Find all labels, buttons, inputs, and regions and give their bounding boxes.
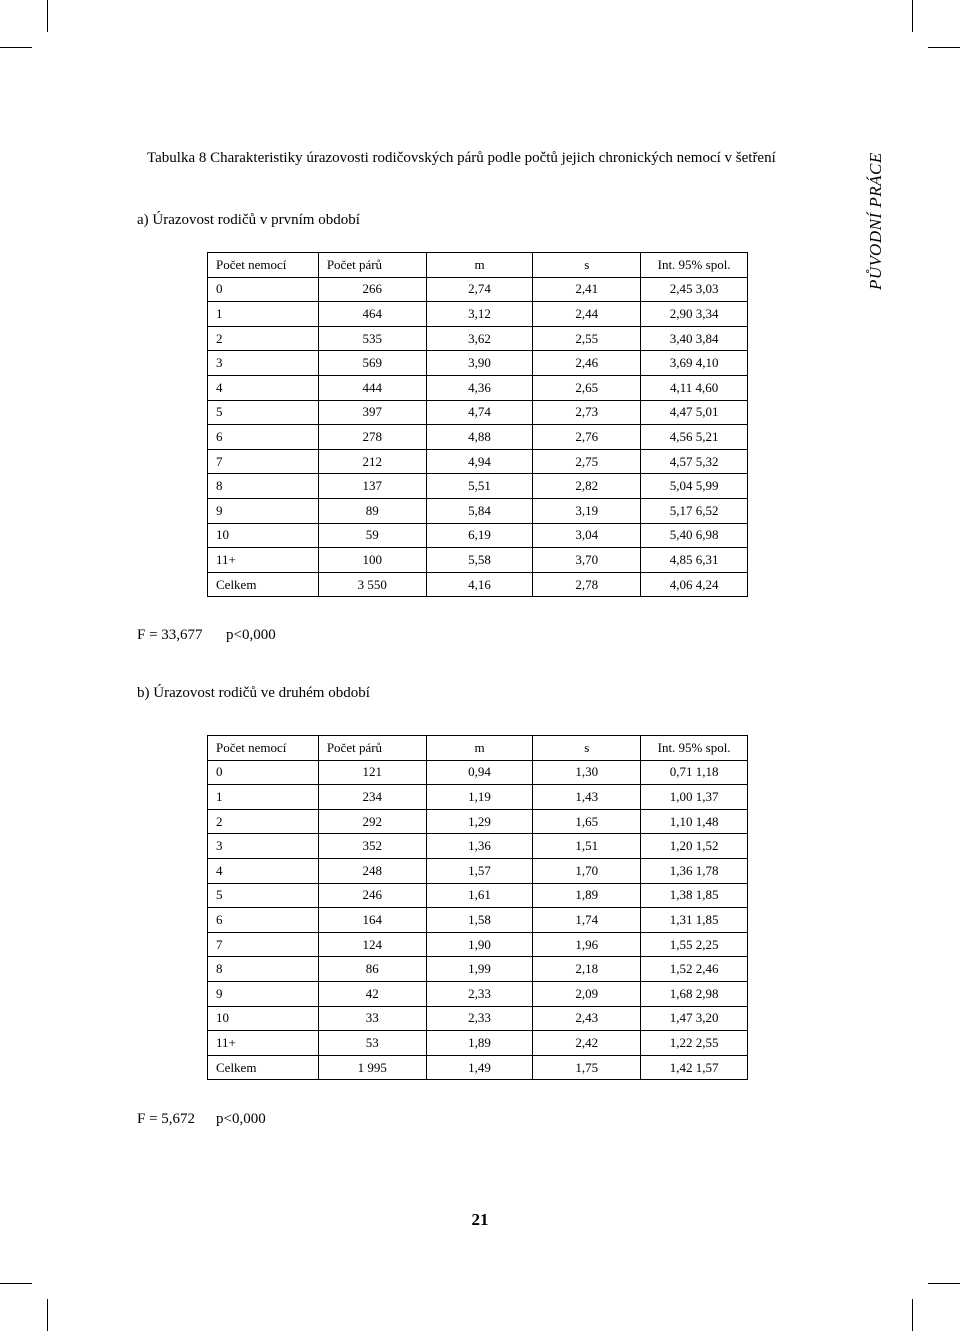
table-body bbox=[208, 760, 748, 1080]
table-cell: 4,74 bbox=[426, 400, 533, 425]
table-cell: 248 bbox=[318, 858, 426, 883]
table-cell: 3,90 bbox=[426, 351, 533, 376]
table-cell: 1,61 bbox=[426, 883, 533, 908]
table-cell: 3,04 bbox=[533, 523, 641, 548]
table-cell: 246 bbox=[318, 883, 426, 908]
crop-mark bbox=[912, 0, 913, 32]
table-caption: Tabulka 8 Charakteristiky úrazovosti rodičovských párů podle počtů jejich chronických nemocí v šetření bbox=[147, 150, 776, 166]
table-row bbox=[208, 326, 748, 351]
table-row bbox=[208, 425, 748, 450]
table-row bbox=[208, 932, 748, 957]
table-cell: 1,58 bbox=[426, 908, 533, 933]
table-row bbox=[208, 957, 748, 982]
side-section-label: PŮVODNÍ PRÁCE bbox=[866, 152, 885, 290]
table-cell: 1,49 bbox=[426, 1055, 533, 1080]
table-cell: 2,45 3,03 bbox=[641, 277, 748, 302]
table-cell: 234 bbox=[318, 785, 426, 810]
table-cell: 5,51 bbox=[426, 474, 533, 499]
table-row bbox=[208, 523, 748, 548]
table-cell: 2,82 bbox=[533, 474, 641, 499]
table-row bbox=[208, 809, 748, 834]
table-row bbox=[208, 474, 748, 499]
table-cell: 1,36 1,78 bbox=[641, 858, 748, 883]
table-cell: 11+ bbox=[208, 1031, 319, 1056]
p-value: p<0,000 bbox=[216, 1111, 266, 1127]
table-cell: 0,71 1,18 bbox=[641, 760, 748, 785]
table-cell: 42 bbox=[318, 981, 426, 1006]
table-cell: 3,12 bbox=[426, 302, 533, 327]
table-cell: 3,62 bbox=[426, 326, 533, 351]
table-row bbox=[208, 351, 748, 376]
table-cell: 2 bbox=[208, 809, 319, 834]
table-cell: 2,78 bbox=[533, 572, 641, 597]
section-b-statistics bbox=[137, 1111, 266, 1128]
table-cell: 164 bbox=[318, 908, 426, 933]
table-cell: 1,22 2,55 bbox=[641, 1031, 748, 1056]
table-cell: 3,70 bbox=[533, 548, 641, 573]
f-statistic: F = 33,677 bbox=[137, 627, 203, 643]
crop-mark bbox=[47, 0, 48, 32]
table-cell: 535 bbox=[318, 326, 426, 351]
table-row bbox=[208, 375, 748, 400]
column-header: Int. 95% spol. bbox=[641, 253, 748, 278]
table-row bbox=[208, 981, 748, 1006]
table-cell: 11+ bbox=[208, 548, 319, 573]
column-header: m bbox=[426, 253, 533, 278]
table-cell: 4,16 bbox=[426, 572, 533, 597]
table-cell: 1,31 1,85 bbox=[641, 908, 748, 933]
table-cell: 6,19 bbox=[426, 523, 533, 548]
table-cell: 2,46 bbox=[533, 351, 641, 376]
table-cell: 444 bbox=[318, 375, 426, 400]
table-cell: 1,89 bbox=[533, 883, 641, 908]
table-cell: 3,69 4,10 bbox=[641, 351, 748, 376]
table-cell: 4,88 bbox=[426, 425, 533, 450]
table-cell: 5,04 5,99 bbox=[641, 474, 748, 499]
table-cell: 352 bbox=[318, 834, 426, 859]
table-row bbox=[208, 572, 748, 597]
table-cell: 2,42 bbox=[533, 1031, 641, 1056]
table-cell: 1,51 bbox=[533, 834, 641, 859]
table-cell: 1,55 2,25 bbox=[641, 932, 748, 957]
table-cell: 2,76 bbox=[533, 425, 641, 450]
table-cell: 1,68 2,98 bbox=[641, 981, 748, 1006]
table-cell: 6 bbox=[208, 908, 319, 933]
table-cell: 4,06 4,24 bbox=[641, 572, 748, 597]
table-row bbox=[208, 834, 748, 859]
table-cell: 1,10 1,48 bbox=[641, 809, 748, 834]
table-header-row bbox=[208, 736, 748, 761]
f-statistic: F = 5,672 bbox=[137, 1111, 196, 1127]
table-row bbox=[208, 760, 748, 785]
crop-mark bbox=[0, 1283, 32, 1284]
table-cell: 2,74 bbox=[426, 277, 533, 302]
table-cell: 2,18 bbox=[533, 957, 641, 982]
table-cell: 121 bbox=[318, 760, 426, 785]
table-cell: 1,47 3,20 bbox=[641, 1006, 748, 1031]
table-cell: Celkem bbox=[208, 572, 319, 597]
table-row bbox=[208, 858, 748, 883]
table-row bbox=[208, 1055, 748, 1080]
table-cell: 1,36 bbox=[426, 834, 533, 859]
table-cell: 464 bbox=[318, 302, 426, 327]
table-row bbox=[208, 785, 748, 810]
table-cell: 3,40 3,84 bbox=[641, 326, 748, 351]
table-cell: 4,36 bbox=[426, 375, 533, 400]
table-cell: 4,56 5,21 bbox=[641, 425, 748, 450]
table-cell: 2,43 bbox=[533, 1006, 641, 1031]
table-cell: 5,84 bbox=[426, 498, 533, 523]
table-cell: 5,17 6,52 bbox=[641, 498, 748, 523]
table-cell: 2,44 bbox=[533, 302, 641, 327]
table-cell: 278 bbox=[318, 425, 426, 450]
table-cell: 9 bbox=[208, 498, 319, 523]
table-row bbox=[208, 548, 748, 573]
column-header: m bbox=[426, 736, 533, 761]
table-row bbox=[208, 449, 748, 474]
p-value: p<0,000 bbox=[226, 627, 276, 643]
table-cell: 2,09 bbox=[533, 981, 641, 1006]
table-cell: 124 bbox=[318, 932, 426, 957]
table-row bbox=[208, 400, 748, 425]
table-cell: 1,65 bbox=[533, 809, 641, 834]
column-header: Počet párů bbox=[318, 736, 426, 761]
table-cell: 292 bbox=[318, 809, 426, 834]
table-cell: 0 bbox=[208, 760, 319, 785]
table-cell: 89 bbox=[318, 498, 426, 523]
table-cell: 9 bbox=[208, 981, 319, 1006]
table-cell: 1,00 1,37 bbox=[641, 785, 748, 810]
table-cell: 1,19 bbox=[426, 785, 533, 810]
table-cell: 5 bbox=[208, 883, 319, 908]
table-first-period bbox=[207, 252, 748, 597]
table-row bbox=[208, 277, 748, 302]
table-cell: 6 bbox=[208, 425, 319, 450]
table-cell: 397 bbox=[318, 400, 426, 425]
table-cell: 4,94 bbox=[426, 449, 533, 474]
table-row bbox=[208, 908, 748, 933]
table-cell: 86 bbox=[318, 957, 426, 982]
table-cell: 2,65 bbox=[533, 375, 641, 400]
table-cell: 2 bbox=[208, 326, 319, 351]
table-cell: 0,94 bbox=[426, 760, 533, 785]
table-cell: 2,73 bbox=[533, 400, 641, 425]
table-cell: 1,74 bbox=[533, 908, 641, 933]
table-cell: 3 bbox=[208, 834, 319, 859]
table-cell: 1,30 bbox=[533, 760, 641, 785]
table-row bbox=[208, 1006, 748, 1031]
section-b-title: b) Úrazovost rodičů ve druhém období bbox=[137, 685, 370, 701]
table-cell: 4,47 5,01 bbox=[641, 400, 748, 425]
table-cell: 1,89 bbox=[426, 1031, 533, 1056]
table-cell: 569 bbox=[318, 351, 426, 376]
table-cell: 1,70 bbox=[533, 858, 641, 883]
table-cell: 2,33 bbox=[426, 981, 533, 1006]
table-cell: 5 bbox=[208, 400, 319, 425]
table-cell: 266 bbox=[318, 277, 426, 302]
column-header: Počet nemocí bbox=[208, 736, 319, 761]
table-cell: 1,75 bbox=[533, 1055, 641, 1080]
table-cell: 4 bbox=[208, 375, 319, 400]
section-a-statistics bbox=[137, 627, 276, 644]
table-cell: 1,38 1,85 bbox=[641, 883, 748, 908]
column-header: Int. 95% spol. bbox=[641, 736, 748, 761]
table-cell: 1,20 1,52 bbox=[641, 834, 748, 859]
table-cell: 4,57 5,32 bbox=[641, 449, 748, 474]
table-cell: 100 bbox=[318, 548, 426, 573]
table-cell: 2,33 bbox=[426, 1006, 533, 1031]
table-row bbox=[208, 498, 748, 523]
table-cell: Celkem bbox=[208, 1055, 319, 1080]
column-header: Počet nemocí bbox=[208, 253, 319, 278]
table-cell: 2,55 bbox=[533, 326, 641, 351]
table-row bbox=[208, 302, 748, 327]
table-cell: 137 bbox=[318, 474, 426, 499]
table-cell: 5,58 bbox=[426, 548, 533, 573]
table-cell: 1 bbox=[208, 302, 319, 327]
table-cell: 33 bbox=[318, 1006, 426, 1031]
table-body bbox=[208, 277, 748, 597]
crop-mark bbox=[928, 47, 960, 48]
table-cell: 3 bbox=[208, 351, 319, 376]
table-cell: 8 bbox=[208, 957, 319, 982]
table-cell: 4 bbox=[208, 858, 319, 883]
table-cell: 1,90 bbox=[426, 932, 533, 957]
table-cell: 4,11 4,60 bbox=[641, 375, 748, 400]
table-second-period bbox=[207, 735, 748, 1080]
table-cell: 1 995 bbox=[318, 1055, 426, 1080]
crop-mark bbox=[912, 1299, 913, 1331]
crop-mark bbox=[47, 1299, 48, 1331]
table-cell: 1,43 bbox=[533, 785, 641, 810]
table-cell: 4,85 6,31 bbox=[641, 548, 748, 573]
table-cell: 10 bbox=[208, 1006, 319, 1031]
column-header: Počet párů bbox=[318, 253, 426, 278]
table-cell: 1,52 2,46 bbox=[641, 957, 748, 982]
table-cell: 1,29 bbox=[426, 809, 533, 834]
table-row bbox=[208, 883, 748, 908]
crop-mark bbox=[928, 1283, 960, 1284]
section-a-title: a) Úrazovost rodičů v prvním období bbox=[137, 212, 360, 228]
table-cell: 2,90 3,34 bbox=[641, 302, 748, 327]
table-cell: 3,19 bbox=[533, 498, 641, 523]
table-cell: 2,75 bbox=[533, 449, 641, 474]
table-cell: 1,96 bbox=[533, 932, 641, 957]
table-cell: 8 bbox=[208, 474, 319, 499]
table-cell: 10 bbox=[208, 523, 319, 548]
table-cell: 0 bbox=[208, 277, 319, 302]
table-cell: 5,40 6,98 bbox=[641, 523, 748, 548]
crop-mark bbox=[0, 47, 32, 48]
column-header: s bbox=[533, 736, 641, 761]
table-cell: 1,99 bbox=[426, 957, 533, 982]
table-cell: 3 550 bbox=[318, 572, 426, 597]
table-cell: 59 bbox=[318, 523, 426, 548]
table-header-row bbox=[208, 253, 748, 278]
table-cell: 1,42 1,57 bbox=[641, 1055, 748, 1080]
column-header: s bbox=[533, 253, 641, 278]
table-cell: 1 bbox=[208, 785, 319, 810]
table-cell: 212 bbox=[318, 449, 426, 474]
table-cell: 53 bbox=[318, 1031, 426, 1056]
table-cell: 1,57 bbox=[426, 858, 533, 883]
table-row bbox=[208, 1031, 748, 1056]
table-cell: 7 bbox=[208, 449, 319, 474]
table-cell: 7 bbox=[208, 932, 319, 957]
table-cell: 2,41 bbox=[533, 277, 641, 302]
page-number: 21 bbox=[471, 1210, 489, 1229]
